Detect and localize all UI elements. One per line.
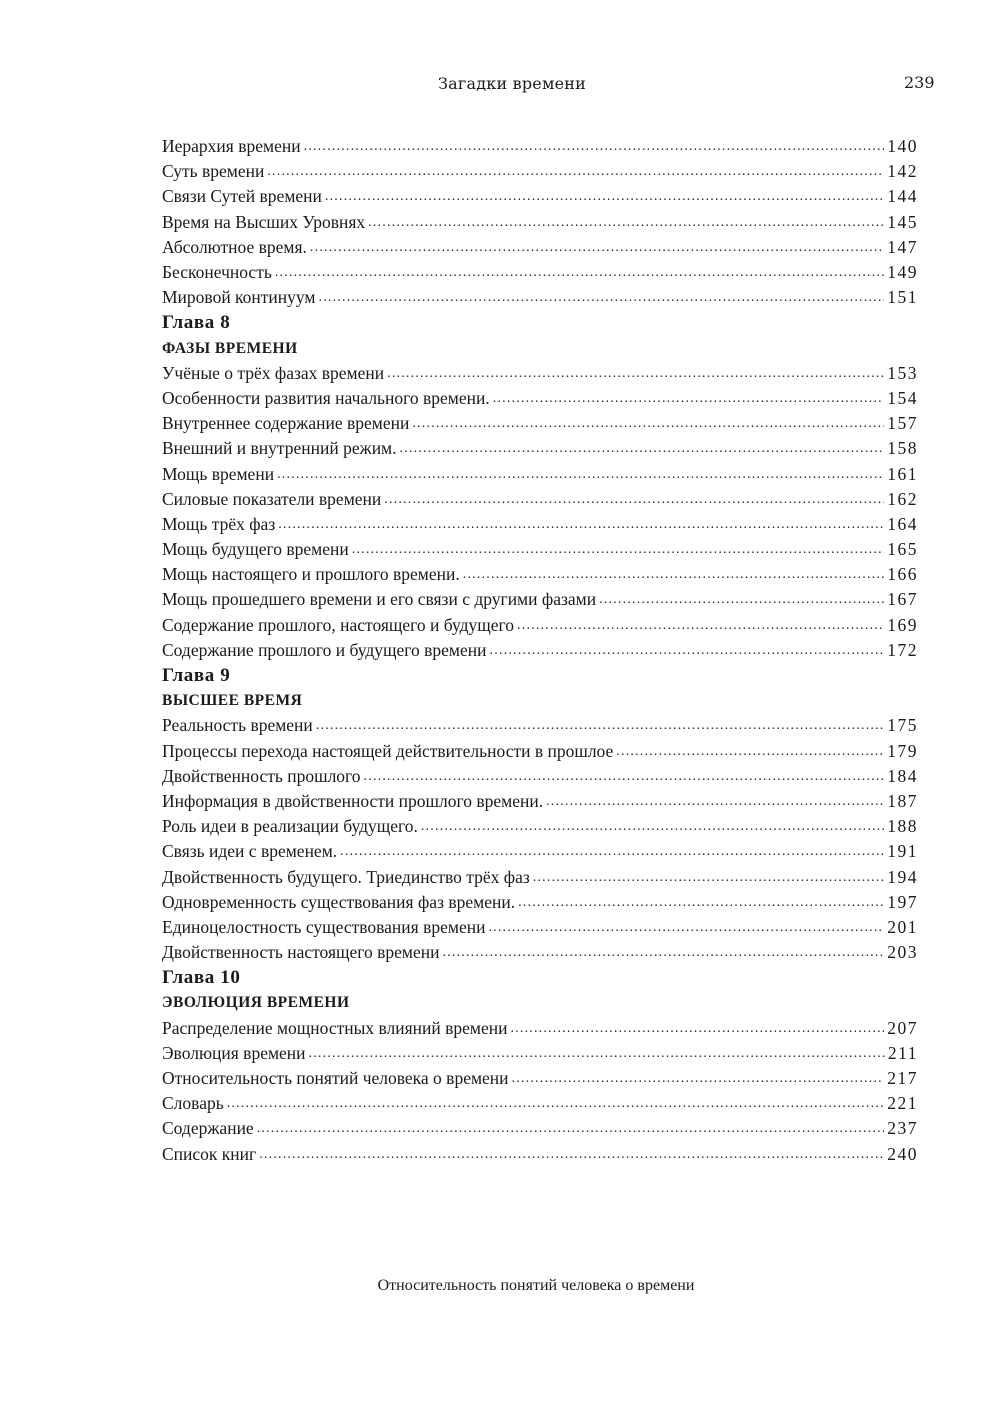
toc-entry bbox=[162, 940, 918, 965]
dot-leader bbox=[517, 613, 884, 638]
toc-entry-label: Особенности развития начального времени. bbox=[162, 387, 490, 408]
dot-leader bbox=[340, 839, 884, 864]
toc-entry bbox=[162, 285, 918, 310]
toc-entry-page: 179 bbox=[887, 740, 918, 761]
toc-entry bbox=[162, 839, 918, 864]
chapter-title: ВЫСШЕЕ ВРЕМЯ bbox=[162, 692, 303, 710]
toc-entry-page: 207 bbox=[887, 1017, 918, 1038]
dot-leader bbox=[518, 890, 884, 915]
toc-entry-label: Связи Сутей времени bbox=[162, 186, 322, 207]
dot-leader bbox=[463, 562, 884, 587]
dot-leader bbox=[257, 1116, 885, 1141]
toc-entry-page: 184 bbox=[887, 765, 918, 786]
dot-leader bbox=[599, 587, 884, 612]
toc-entry-label: Внутреннее содержание времени bbox=[162, 413, 410, 434]
toc-entry-label: Мощь настоящего и прошлого времени. bbox=[162, 564, 460, 585]
toc-entry bbox=[162, 814, 918, 839]
toc-entry-page: 165 bbox=[887, 539, 918, 560]
toc-entry-page: 240 bbox=[887, 1143, 918, 1164]
toc-entry-label: Мощь будущего времени bbox=[162, 539, 349, 560]
toc-entry-label: Абсолютное время. bbox=[162, 236, 307, 257]
toc-entry bbox=[162, 184, 918, 209]
toc-entry-page: 157 bbox=[887, 413, 918, 434]
toc-entry-page: 151 bbox=[887, 287, 918, 308]
toc-entry bbox=[162, 1016, 918, 1041]
toc-entry bbox=[162, 260, 918, 285]
toc-entry-page: 221 bbox=[887, 1093, 918, 1114]
toc-entry-label: Эволюция времени bbox=[162, 1042, 306, 1063]
toc-entry-page: 187 bbox=[887, 790, 918, 811]
toc-entry bbox=[162, 1091, 918, 1116]
toc-entry-page: 164 bbox=[887, 513, 918, 534]
chapter-heading-row bbox=[162, 965, 918, 990]
chapter-heading: Глава 8 bbox=[162, 312, 231, 334]
toc-entry-label: Словарь bbox=[162, 1093, 224, 1114]
toc-entry-label: Мощь времени bbox=[162, 463, 275, 484]
toc-entry-label: Список книг bbox=[162, 1143, 257, 1164]
toc-entry-page: 194 bbox=[887, 866, 918, 887]
toc-entry-label: Роль идеи в реализации будущего. bbox=[162, 816, 418, 837]
dot-leader bbox=[421, 814, 884, 839]
toc-entry bbox=[162, 587, 918, 612]
toc-entry-page: 154 bbox=[887, 387, 918, 408]
dot-leader bbox=[309, 1041, 885, 1066]
dot-leader bbox=[304, 134, 885, 159]
running-footer-title: Относительность понятий человека о времени bbox=[377, 1277, 695, 1294]
toc-entry-label: Двойственность настоящего времени bbox=[162, 942, 440, 963]
toc-entry bbox=[162, 159, 918, 184]
toc-entry bbox=[162, 134, 918, 159]
dot-leader bbox=[512, 1066, 885, 1091]
toc-entry-page: 161 bbox=[887, 463, 918, 484]
toc-entry-page: 237 bbox=[887, 1118, 918, 1139]
toc-entry bbox=[162, 235, 918, 260]
toc-entry-label: Силовые показатели времени bbox=[162, 488, 382, 509]
dot-leader bbox=[546, 789, 884, 814]
toc-entry-page: 149 bbox=[887, 262, 918, 283]
dot-leader bbox=[277, 462, 884, 487]
toc-entry-label: Мощь прошедшего времени и его связи с другими фазами bbox=[162, 589, 597, 610]
toc-entry-label: Связь идеи с временем. bbox=[162, 841, 338, 862]
toc-entry bbox=[162, 890, 918, 915]
toc-entry bbox=[162, 915, 918, 940]
toc-entry-page: 153 bbox=[887, 362, 918, 383]
toc-entry bbox=[162, 210, 918, 235]
dot-leader bbox=[267, 159, 884, 184]
toc-entry-label: Распределение мощностных влияний времени bbox=[162, 1017, 508, 1038]
toc-entry bbox=[162, 1066, 918, 1091]
dot-leader bbox=[400, 436, 885, 461]
toc-entry bbox=[162, 764, 918, 789]
toc-entry-label: Суть времени bbox=[162, 161, 265, 182]
toc-entry bbox=[162, 386, 918, 411]
toc-entry bbox=[162, 562, 918, 587]
dot-leader bbox=[387, 361, 884, 386]
dot-leader bbox=[352, 537, 885, 562]
chapter-title-row bbox=[162, 336, 918, 361]
running-header-title: Загадки времени bbox=[438, 74, 586, 93]
toc-entry-page: 172 bbox=[887, 639, 918, 660]
toc-entry bbox=[162, 512, 918, 537]
chapter-title: ФАЗЫ ВРЕМЕНИ bbox=[162, 339, 298, 357]
toc-entry-label: Мировой континуум bbox=[162, 287, 316, 308]
toc-entry-page: 211 bbox=[887, 1042, 918, 1063]
toc-entry-page: 188 bbox=[887, 816, 918, 837]
toc-entry bbox=[162, 361, 918, 386]
chapter-heading-row bbox=[162, 663, 918, 688]
toc-entry-page: 162 bbox=[887, 488, 918, 509]
dot-leader bbox=[384, 487, 884, 512]
dot-leader bbox=[316, 713, 884, 738]
chapter-title-row bbox=[162, 688, 918, 713]
toc-entry-page: 175 bbox=[887, 715, 918, 736]
toc-entry bbox=[162, 864, 918, 889]
chapter-title-row bbox=[162, 990, 918, 1015]
toc-entry bbox=[162, 1041, 918, 1066]
toc-entry-page: 217 bbox=[887, 1068, 918, 1089]
dot-leader bbox=[616, 739, 884, 764]
toc-entry-label: Единоцелостность существования времени bbox=[162, 916, 486, 937]
toc-entry-label: Содержание bbox=[162, 1118, 254, 1139]
dot-leader bbox=[325, 184, 884, 209]
toc-entry bbox=[162, 411, 918, 436]
toc-entry-label: Процессы перехода настоящей действительности в прошлое bbox=[162, 740, 614, 761]
toc-entry-label: Содержание прошлого и будущего времени bbox=[162, 639, 487, 660]
toc-entry-label: Содержание прошлого, настоящего и будущего bbox=[162, 614, 515, 635]
toc-entry-label: Двойственность прошлого bbox=[162, 765, 361, 786]
dot-leader bbox=[259, 1142, 884, 1167]
chapter-heading: Глава 9 bbox=[162, 665, 231, 687]
toc-entry-label: Одновременность существования фаз времени. bbox=[162, 891, 516, 912]
toc-entry-label: Время на Высших Уровнях bbox=[162, 211, 366, 232]
toc-entry-label: Бесконечность bbox=[162, 262, 272, 283]
toc-entry bbox=[162, 739, 918, 764]
dot-leader bbox=[319, 285, 885, 310]
toc-entry bbox=[162, 789, 918, 814]
toc-entry bbox=[162, 613, 918, 638]
toc-entry-label: Информация в двойственности прошлого времени. bbox=[162, 790, 544, 811]
toc-entry-page: 191 bbox=[887, 841, 918, 862]
dot-leader bbox=[275, 260, 884, 285]
toc-entry-label: Двойственность будущего. Триединство трёх фаз bbox=[162, 866, 530, 887]
dot-leader bbox=[412, 411, 884, 436]
dot-leader bbox=[490, 638, 885, 663]
toc-entry bbox=[162, 487, 918, 512]
chapter-heading: Глава 10 bbox=[162, 967, 241, 989]
toc-entry-page: 167 bbox=[887, 589, 918, 610]
toc-entry-label: Иерархия времени bbox=[162, 136, 301, 157]
toc-entry-label: Мощь трёх фаз bbox=[162, 513, 276, 534]
toc-entry-page: 166 bbox=[887, 564, 918, 585]
toc-entry-page: 197 bbox=[887, 891, 918, 912]
chapter-title: ЭВОЛЮЦИЯ ВРЕМЕНИ bbox=[162, 994, 350, 1012]
dot-leader bbox=[493, 386, 885, 411]
toc-entry-label: Внешний и внутренний режим. bbox=[162, 438, 397, 459]
toc-entry bbox=[162, 713, 918, 738]
chapter-heading-row bbox=[162, 310, 918, 335]
toc-entry bbox=[162, 461, 918, 486]
toc-entry-page: 147 bbox=[887, 236, 918, 257]
toc-entry bbox=[162, 436, 918, 461]
dot-leader bbox=[278, 512, 884, 537]
toc-entry-page: 203 bbox=[887, 942, 918, 963]
dot-leader bbox=[364, 764, 885, 789]
toc-entry-page: 158 bbox=[887, 438, 918, 459]
toc-entry-label: Учёные о трёх фазах времени bbox=[162, 362, 385, 383]
toc-entry bbox=[162, 1116, 918, 1141]
toc-entry bbox=[162, 1142, 918, 1167]
toc-entry-page: 169 bbox=[887, 614, 918, 635]
dot-leader bbox=[227, 1091, 885, 1116]
table-of-contents bbox=[162, 134, 918, 1167]
toc-entry-page: 145 bbox=[887, 211, 918, 232]
toc-entry bbox=[162, 638, 918, 663]
dot-leader bbox=[488, 915, 884, 940]
page-number: 239 bbox=[904, 73, 935, 92]
toc-entry-page: 144 bbox=[887, 186, 918, 207]
toc-entry-page: 140 bbox=[887, 136, 918, 157]
dot-leader bbox=[442, 940, 884, 965]
toc-entry-label: Реальность времени bbox=[162, 715, 313, 736]
dot-leader bbox=[510, 1016, 884, 1041]
toc-entry-label: Относительность понятий человека о времени bbox=[162, 1068, 509, 1089]
dot-leader bbox=[368, 210, 884, 235]
toc-entry-page: 201 bbox=[887, 916, 918, 937]
dot-leader bbox=[533, 865, 884, 890]
toc-entry-page: 142 bbox=[887, 161, 918, 182]
toc-entry bbox=[162, 537, 918, 562]
dot-leader bbox=[310, 235, 884, 260]
